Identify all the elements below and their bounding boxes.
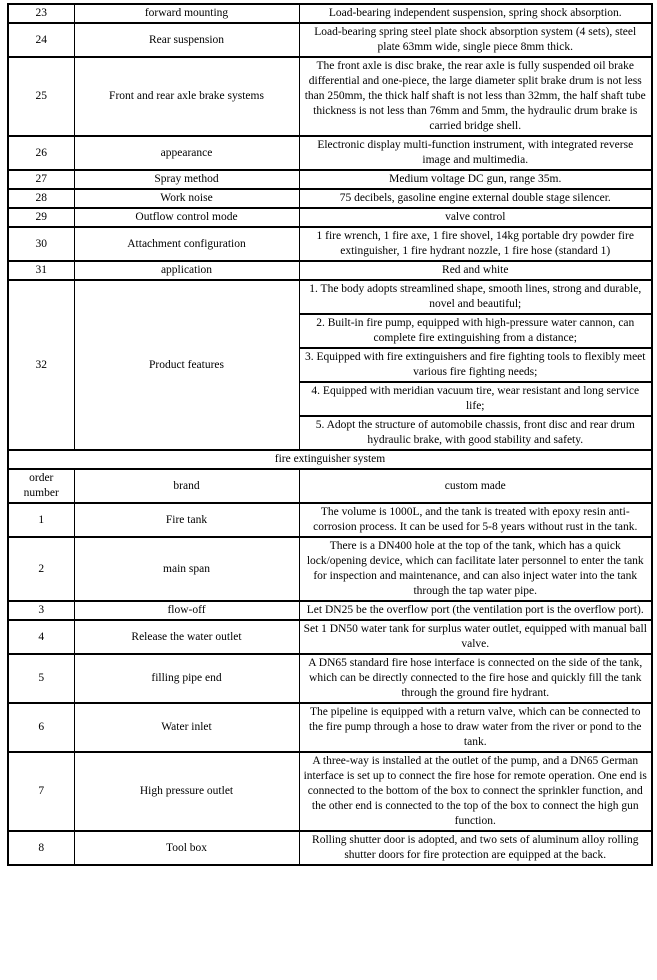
column-header-custom-made: custom made (299, 469, 652, 503)
description-cell: 1 fire wrench, 1 fire axe, 1 fire shovel, 14kg portable dry powder fire extinguisher, 1 fire hydrant nozzle, 1 fire hose (standard 1) (299, 227, 652, 261)
item-name-cell: Release the water outlet (74, 620, 299, 654)
row-number-cell: 5 (8, 654, 74, 703)
table-row (8, 503, 652, 537)
feature-item: 4. Equipped with meridian vacuum tire, wear resistant and long service life; (300, 381, 652, 415)
row-number-cell: 4 (8, 620, 74, 654)
table-row (8, 227, 652, 261)
row-number-cell: 25 (8, 57, 74, 136)
description-cell: The volume is 1000L, and the tank is treated with epoxy resin anti-corrosion process. It can be used for 5-8 years without rust in the tank. (299, 503, 652, 537)
item-name-cell: Rear suspension (74, 23, 299, 57)
item-name-cell: main span (74, 537, 299, 601)
table-row (8, 189, 652, 208)
row-number-cell: 27 (8, 170, 74, 189)
description-cell: Medium voltage DC gun, range 35m. (299, 170, 652, 189)
item-name-cell: Work noise (74, 189, 299, 208)
feature-item: 5. Adopt the structure of automobile chassis, front disc and rear drum hydraulic brake, with good stability and safety. (300, 415, 652, 449)
item-name-cell: Front and rear axle brake systems (74, 57, 299, 136)
table-row (8, 261, 652, 280)
item-name-cell: application (74, 261, 299, 280)
item-name-cell: Outflow control mode (74, 208, 299, 227)
row-number-cell: 32 (8, 280, 74, 450)
item-name-cell: Tool box (74, 831, 299, 865)
column-header-brand: brand (74, 469, 299, 503)
item-name-cell: filling pipe end (74, 654, 299, 703)
description-cell: Load-bearing independent suspension, spring shock absorption. (299, 4, 652, 23)
table-row (8, 601, 652, 620)
row-number-cell: 29 (8, 208, 74, 227)
table-row (8, 620, 652, 654)
table-row (8, 23, 652, 57)
table-row (8, 831, 652, 865)
description-cell: A three-way is installed at the outlet of the pump, and a DN65 German interface is set up to connect the fire hose for remote operation. One end is connected to the bottom of the box to connect the sprinkler function, and the other end is connected to the top of the box to connect the high gun function. (299, 752, 652, 831)
section-title: fire extinguisher system (8, 450, 652, 469)
row-number-cell: 24 (8, 23, 74, 57)
description-cell: The front axle is disc brake, the rear axle is fully suspended oil brake differential and one-piece, the large diameter split brake drum is not less than 250mm, the thick half shaft is not less than 32mm, the half shaft tube thickness is not less than 76mm and 5mm, the hydraulic drum brake is carried bridge shell. (299, 57, 652, 136)
row-number-cell: 28 (8, 189, 74, 208)
table-row (8, 537, 652, 601)
row-number-cell: 7 (8, 752, 74, 831)
table-row (8, 703, 652, 752)
item-name-cell: flow-off (74, 601, 299, 620)
column-header-row (8, 469, 652, 503)
row-number-cell: 23 (8, 4, 74, 23)
item-name-cell: Product features (74, 280, 299, 450)
section-title-row (8, 450, 652, 469)
table-row (8, 280, 652, 450)
description-cell: valve control (299, 208, 652, 227)
row-number-cell: 30 (8, 227, 74, 261)
fire-extinguisher-rows (8, 503, 652, 865)
row-number-cell: 2 (8, 537, 74, 601)
table-row (8, 752, 652, 831)
description-cell: A DN65 standard fire hose interface is connected on the side of the tank, which can be directly connected to the fire hose and quickly fill the tank through the ground fire hydrant. (299, 654, 652, 703)
item-name-cell: Attachment configuration (74, 227, 299, 261)
feature-item: 3. Equipped with fire extinguishers and fire fighting tools to flexibly meet various fire fighting needs; (300, 347, 652, 381)
description-cell: Set 1 DN50 water tank for surplus water outlet, equipped with manual ball valve. (299, 620, 652, 654)
description-cell (299, 280, 652, 450)
description-cell: Let DN25 be the overflow port (the ventilation port is the overflow port). (299, 601, 652, 620)
table-row (8, 57, 652, 136)
specification-table (7, 3, 653, 866)
column-header-order-number: order number (8, 469, 74, 503)
row-number-cell: 6 (8, 703, 74, 752)
description-cell: Red and white (299, 261, 652, 280)
table-row (8, 654, 652, 703)
spec-rows (8, 4, 652, 450)
table-row (8, 4, 652, 23)
item-name-cell: appearance (74, 136, 299, 170)
item-name-cell: Spray method (74, 170, 299, 189)
row-number-cell: 31 (8, 261, 74, 280)
row-number-cell: 1 (8, 503, 74, 537)
item-name-cell: Fire tank (74, 503, 299, 537)
feature-item: 2. Built-in fire pump, equipped with high-pressure water cannon, can complete fire extinguishing from a distance; (300, 313, 652, 347)
description-cell: Load-bearing spring steel plate shock absorption system (4 sets), steel plate 63mm wide, single piece 8mm thick. (299, 23, 652, 57)
table-row (8, 136, 652, 170)
row-number-cell: 26 (8, 136, 74, 170)
table-row (8, 208, 652, 227)
description-cell: There is a DN400 hole at the top of the tank, which has a quick lock/opening device, which can facilitate later personnel to enter the tank for inspection and maintenance, and can also inject water into the tank through the tap water pipe. (299, 537, 652, 601)
description-cell: 75 decibels, gasoline engine external double stage silencer. (299, 189, 652, 208)
table-row (8, 170, 652, 189)
description-cell: Rolling shutter door is adopted, and two sets of aluminum alloy rolling shutter doors for fire protection are equipped at the back. (299, 831, 652, 865)
section-divider (8, 450, 652, 503)
description-cell: Electronic display multi-function instrument, with integrated reverse image and multimedia. (299, 136, 652, 170)
row-number-cell: 3 (8, 601, 74, 620)
row-number-cell: 8 (8, 831, 74, 865)
item-name-cell: High pressure outlet (74, 752, 299, 831)
description-cell: The pipeline is equipped with a return valve, which can be connected to the fire pump through a hose to draw water from the river or pond to the tank. (299, 703, 652, 752)
feature-item: 1. The body adopts streamlined shape, smooth lines, strong and durable, novel and beautiful; (309, 283, 642, 310)
item-name-cell: Water inlet (74, 703, 299, 752)
item-name-cell: forward mounting (74, 4, 299, 23)
